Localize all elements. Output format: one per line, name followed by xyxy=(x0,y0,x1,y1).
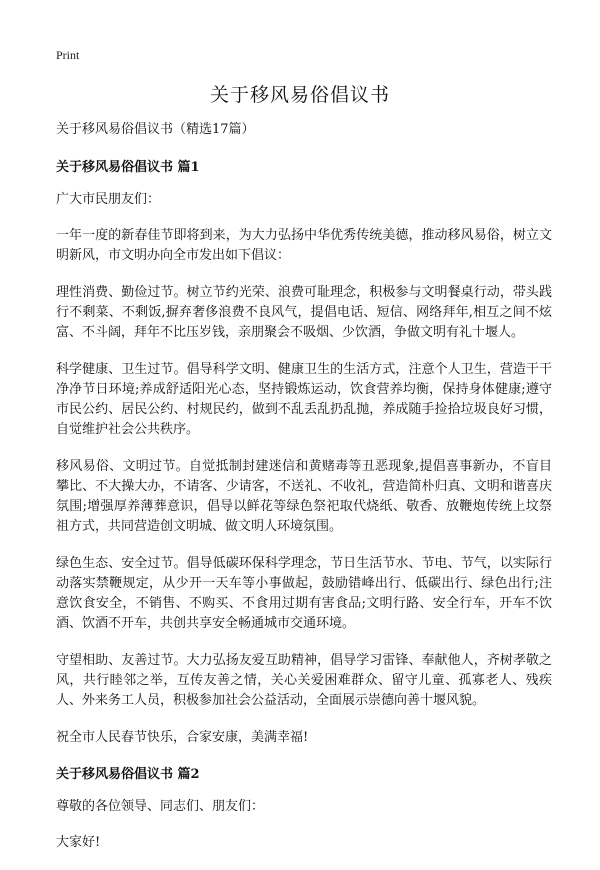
paragraph-mutual-help: 守望相助、友善过节。大力弘扬友爱互助精神，倡导学习雷锋、奉献他人，齐树孝敬之风，共行睦邻之举，互传友善之情，关心关爱困难群众、留守儿童、孤寡老人、残疾人、外来务工人员，积极参加社会公益活动，全面展示崇德向善十堰风貌。 xyxy=(56,653,552,708)
greeting-1: 广大市民朋友们： xyxy=(56,192,161,207)
section-heading-2: 关于移风易俗倡议书 篇2 xyxy=(56,767,200,782)
print-link[interactable]: Print xyxy=(56,48,80,62)
section-heading-1: 关于移风易俗倡议书 篇1 xyxy=(56,160,200,175)
document-content xyxy=(56,120,552,870)
paragraph-customs: 移风易俗、文明过节。自觉抵制封建迷信和黄赌毒等丑恶现象,提倡喜事新办，不盲目攀比、不大操大办，不请客、少请客，不送礼、不收礼，营造简朴归真、文明和谐喜庆氛围;增强厚养薄葬意识，倡导以鲜花等绿色祭祀取代烧纸、敬香、放鞭炮传统上坟祭祖方式，共同营造创文明城、做文明人环境氛围。 xyxy=(56,459,552,534)
paragraph-intro: 一年一度的新春佳节即将到来，为大力弘扬中华优秀传统美德，推动移风易俗，树立文明新风，市文明办向全市发出如下倡议： xyxy=(56,228,552,263)
document-subtitle: 关于移风易俗倡议书（精选17篇） xyxy=(56,122,255,137)
document-title: 关于移风易俗倡议书 xyxy=(209,84,390,106)
paragraph-consumption: 理性消费、勤俭过节。树立节约光荣、浪费可耻理念，积极参与文明餐桌行动，带头践行不剩菜、不剩饭,摒弃奢侈浪费不良风气，提倡电话、短信、网络拜年,相互之间不炫富、不斗阔，拜年不比压岁钱，亲朋聚会不吸烟、少饮酒，争做文明有礼十堰人。 xyxy=(56,285,552,340)
greeting-2: 尊敬的各位领导、同志们、朋友们： xyxy=(56,799,265,814)
paragraph-wishes: 祝全市人民春节快乐，合家安康，美满幸福! xyxy=(56,730,309,745)
paragraph-hello: 大家好! xyxy=(56,835,101,850)
paragraph-health: 科学健康、卫生过节。倡导科学文明、健康卫生的生活方式，注意个人卫生，营造干干净净节日环境;养成舒适阳光心态，坚持锻炼运动，饮食营养均衡，保持身体健康;遵守市民公约、居民公约、村规民约，做到不乱丢乱扔乱抛，养成随手捡拾垃圾良好习惯，自觉维护社会公共秩序。 xyxy=(56,362,552,437)
paragraph-green: 绿色生态、安全过节。倡导低碳环保科学理念，节日生活节水、节电、节气，以实际行动落实禁鞭规定，从少开一天车等小事做起，鼓励错峰出行、低碳出行、绿色出行;注意饮食安全，不销售、不购买、不食用过期有害食品;文明行路、安全行车，开车不饮酒、饮酒不开车，共创共享安全畅通城市交通环境。 xyxy=(56,556,552,631)
